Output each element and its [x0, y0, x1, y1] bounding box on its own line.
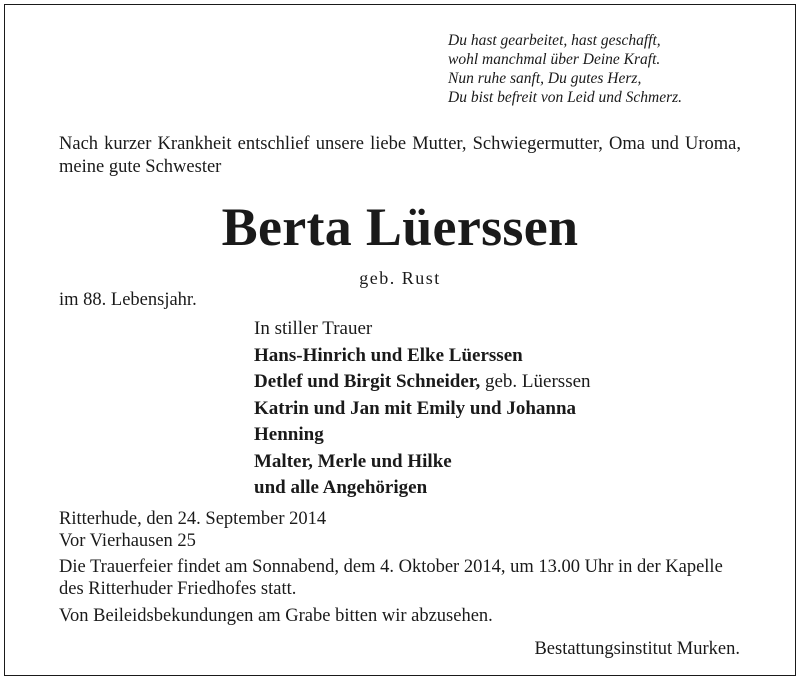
poem-line: Du hast gearbeitet, hast geschafft,	[448, 32, 661, 49]
place-and-address	[59, 508, 326, 552]
mourners-list	[254, 316, 591, 502]
condolence-note: Von Beileidsbekundungen am Grabe bitten wir abzusehen.	[59, 606, 493, 626]
age-at-death: im 88. Lebensjahr.	[59, 290, 197, 310]
mourner-family-continued: Henning	[254, 424, 324, 445]
poem-line: Du bist befreit von Leid und Schmerz.	[448, 89, 683, 106]
funeral-home: Bestattungsinstitut Murken.	[534, 639, 740, 659]
mourning-heading: In stiller Trauer	[254, 318, 373, 339]
mourner-family	[254, 369, 591, 396]
mourner-family: Hans-Hinrich und Elke Lüerssen	[254, 344, 523, 366]
place-date: Ritterhude, den 24. September 2014	[59, 509, 327, 529]
deceased-name: Berta Lüerssen	[221, 197, 579, 257]
mourner-family: Malter, Merle und Hilke	[254, 450, 452, 472]
mourner-relatives: und alle Angehörigen	[254, 477, 428, 498]
address: Vor Vierhausen 25	[59, 531, 196, 551]
mourner-maiden-name: geb. Lüerssen	[480, 371, 591, 392]
maiden-name: geb. Rust	[359, 268, 441, 288]
memorial-poem	[448, 31, 682, 107]
funeral-info: Die Trauerfeier findet am Sonnabend, dem 4. Oktober 2014, um 13.00 Uhr in der Kapelle des Ritterhuder Friedhofes statt.	[59, 557, 723, 599]
mourner-family: Katrin und Jan mit Emily und Johanna	[254, 397, 577, 419]
death-announcement-text: Nach kurzer Krankheit entschlief unsere liebe Mutter, Schwiegermutter, Oma und Uroma, meine gute Schwester	[59, 134, 741, 177]
poem-line: wohl manchmal über Deine Kraft.	[448, 51, 661, 68]
poem-line: Nun ruhe sanft, Du gutes Herz,	[448, 70, 642, 87]
mourner-names: Detlef und Birgit Schneider,	[254, 371, 481, 392]
